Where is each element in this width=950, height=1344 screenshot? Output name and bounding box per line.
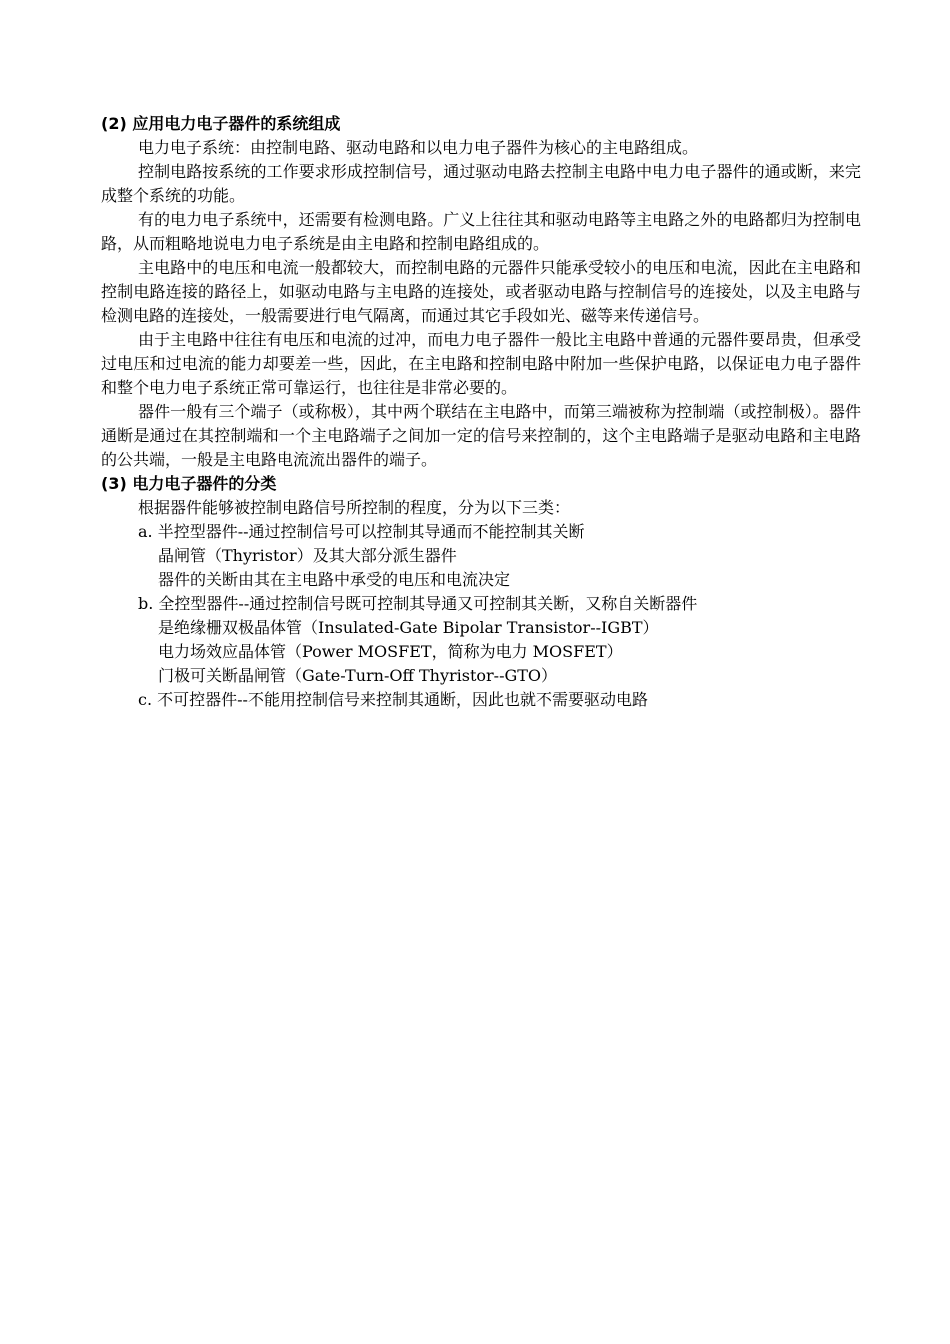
class-b-line: 电力场效应晶体管（Power MOSFET，简称为电力 MOSFET） [158, 642, 623, 661]
class-b-line: 是绝缘栅双极晶体管（Insulated-Gate Bipolar Transistor--IGBT） [158, 618, 659, 637]
section-2-heading: (2) 应用电力电子器件的系统组成 [101, 114, 341, 133]
paragraph-control-circuit: 控制电路按系统的工作要求形成控制信号，通过驱动电路去控制主电路中电力电子器件的通或断，来完成整个系统的功能。 [101, 162, 861, 205]
classification-intro: 根据器件能够被控制电路信号所控制的程度，分为以下三类： [138, 498, 571, 517]
paragraph-detection-circuit: 有的电力电子系统中，还需要有检测电路。广义上往往其和驱动电路等主电路之外的电路都归为控制电路，从而粗略地说电力电子系统是由主电路和控制电路组成的。 [101, 210, 861, 253]
class-a-title: a. 半控型器件--通过控制信号可以控制其导通而不能控制其关断 [138, 522, 585, 541]
paragraph-protection: 由于主电路中往往有电压和电流的过冲，而电力电子器件一般比主电路中普通的元器件要昂贵，但承受过电压和过电流的能力却要差一些，因此，在主电路和控制电路中附加一些保护电路，以保证电力电子器件和整个电力电子系统正常可靠运行，也往往是非常必要的。 [101, 330, 861, 397]
document-page [101, 112, 861, 712]
class-c-title: c. 不可控器件--不能用控制信号来控制其通断，因此也就不需要驱动电路 [138, 690, 648, 709]
class-a-line: 器件的关断由其在主电路中承受的电压和电流决定 [158, 570, 511, 589]
class-a-line: 晶闸管（Thyristor）及其大部分派生器件 [158, 546, 457, 565]
section-3-heading: (3) 电力电子器件的分类 [101, 474, 277, 493]
class-b-line: 门极可关断晶闸管（Gate-Turn-Off Thyristor--GTO） [158, 666, 558, 685]
paragraph-system-definition: 电力电子系统：由控制电路、驱动电路和以电力电子器件为核心的主电路组成。 [138, 138, 699, 157]
paragraph-isolation: 主电路中的电压和电流一般都较大，而控制电路的元器件只能承受较小的电压和电流，因此在主电路和控制电路连接的路径上，如驱动电路与主电路的连接处，或者驱动电路与控制信号的连接处，以及主电路与检测电路的连接处，一般需要进行电气隔离，而通过其它手段如光、磁等来传递信号。 [101, 258, 861, 325]
paragraph-terminals: 器件一般有三个端子（或称极），其中两个联结在主电路中，而第三端被称为控制端（或控制极）。器件通断是通过在其控制端和一个主电路端子之间加一定的信号来控制的，这个主电路端子是驱动电路和主电路的公共端，一般是主电路电流流出器件的端子。 [101, 402, 861, 469]
class-b-title: b. 全控型器件--通过控制信号既可控制其导通又可控制其关断，又称自关断器件 [138, 594, 698, 613]
